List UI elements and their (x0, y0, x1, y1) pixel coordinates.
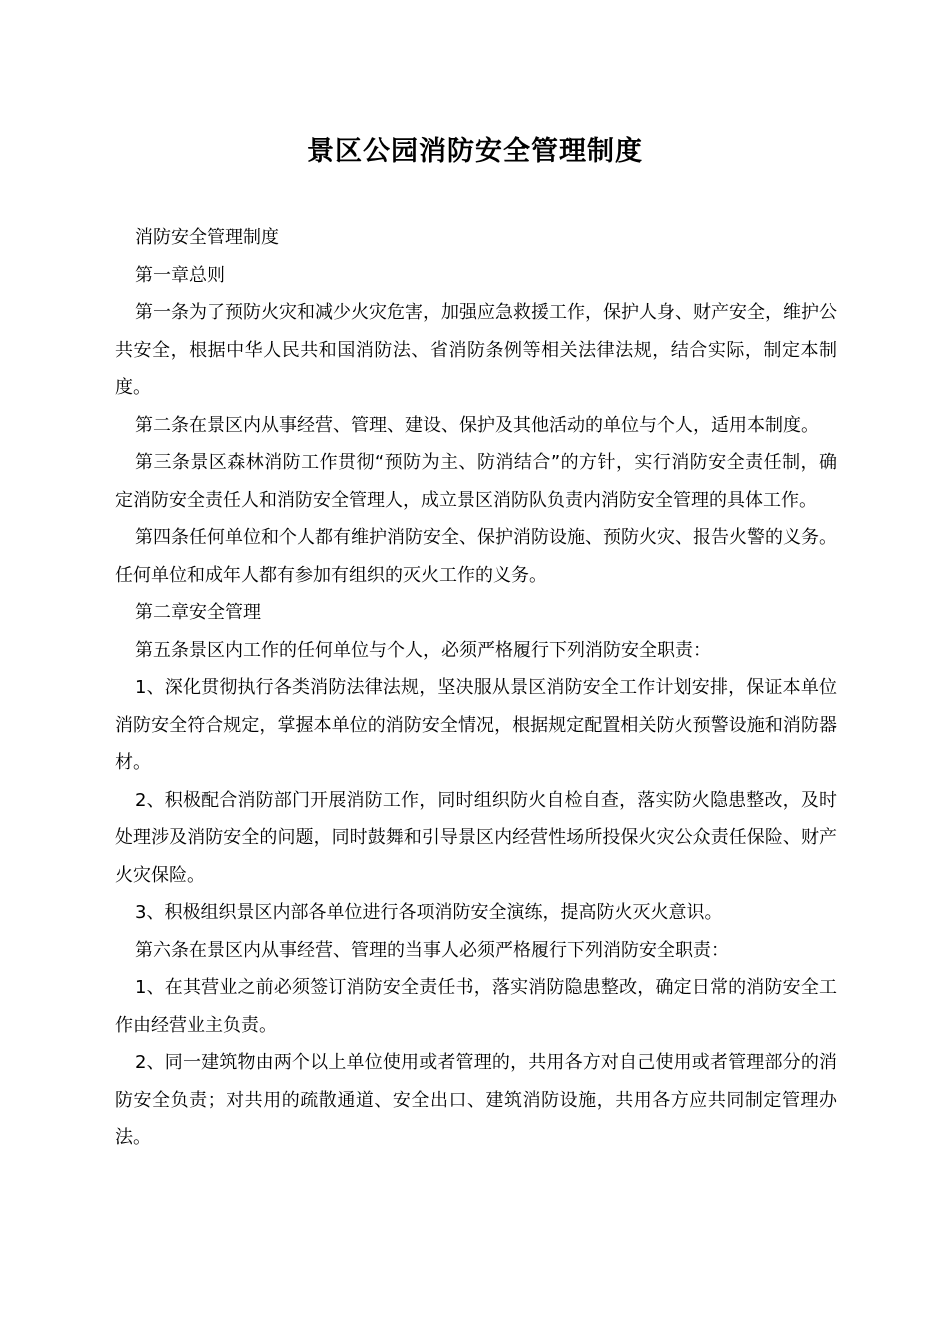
paragraph-article-5: 第五条景区内工作的任何单位与个人，必须严格履行下列消防安全职责： (135, 639, 711, 661)
paragraph-article-2: 第二条在景区内从事经营、管理、建设、保护及其他活动的单位与个人，适用本制度。 (135, 414, 819, 436)
paragraph-article-5-item-3: 3、积极组织景区内部各单位进行各项消防安全演练，提高防火灭火意识。 (135, 902, 723, 923)
paragraph-article-1: 第一条为了预防火灾和减少火灾危害，加强应急救援工作，保护人身、财产安全，维护公共安全，根据中华人民共和国消防法、省消防条例等相关法律法规，结合实际，制定本制度。 (115, 302, 837, 398)
paragraph-article-4: 第四条任何单位和个人都有维护消防安全、保护消防设施、预防火灾、报告火警的义务。任何单位和成年人都有参加有组织的灭火工作的义务。 (115, 527, 837, 586)
paragraph-article-6-item-1: 1、在其营业之前必须签订消防安全责任书，落实消防隐患整改，确定日常的消防安全工作由经营业主负责。 (115, 977, 837, 1036)
paragraph-article-5-item-2: 2、积极配合消防部门开展消防工作，同时组织防火自检自查，落实防火隐患整改，及时处理涉及消防安全的问题，同时鼓舞和引导景区内经营性场所投保火灾公众责任保险、财产火灾保险。 (115, 789, 837, 886)
document-title: 景区公园消防安全管理制度 (307, 136, 643, 167)
paragraph-article-6: 第六条在景区内从事经营、管理的当事人必须严格履行下列消防安全职责： (135, 939, 729, 961)
document-body (115, 219, 837, 1157)
paragraph-subtitle: 消防安全管理制度 (135, 227, 279, 248)
paragraph-chapter-1: 第一章总则 (135, 264, 225, 286)
paragraph-article-3: 第三条景区森林消防工作贯彻“预防为主、防消结合”的方针，实行消防安全责任制，确定消防安全责任人和消防安全管理人，成立景区消防队负责内消防安全管理的具体工作。 (115, 452, 837, 511)
paragraph-chapter-2: 第二章安全管理 (135, 602, 261, 623)
paragraph-article-6-item-2: 2、同一建筑物由两个以上单位使用或者管理的，共用各方对自己使用或者管理部分的消防安全负责；对共用的疏散通道、安全出口、建筑消防设施，共用各方应共同制定管理办法。 (115, 1052, 837, 1148)
paragraph-article-5-item-1: 1、深化贯彻执行各类消防法律法规，坚决服从景区消防安全工作计划安排，保证本单位消防安全符合规定，掌握本单位的消防安全情况，根据规定配置相关防火预警设施和消防器材。 (115, 677, 837, 773)
